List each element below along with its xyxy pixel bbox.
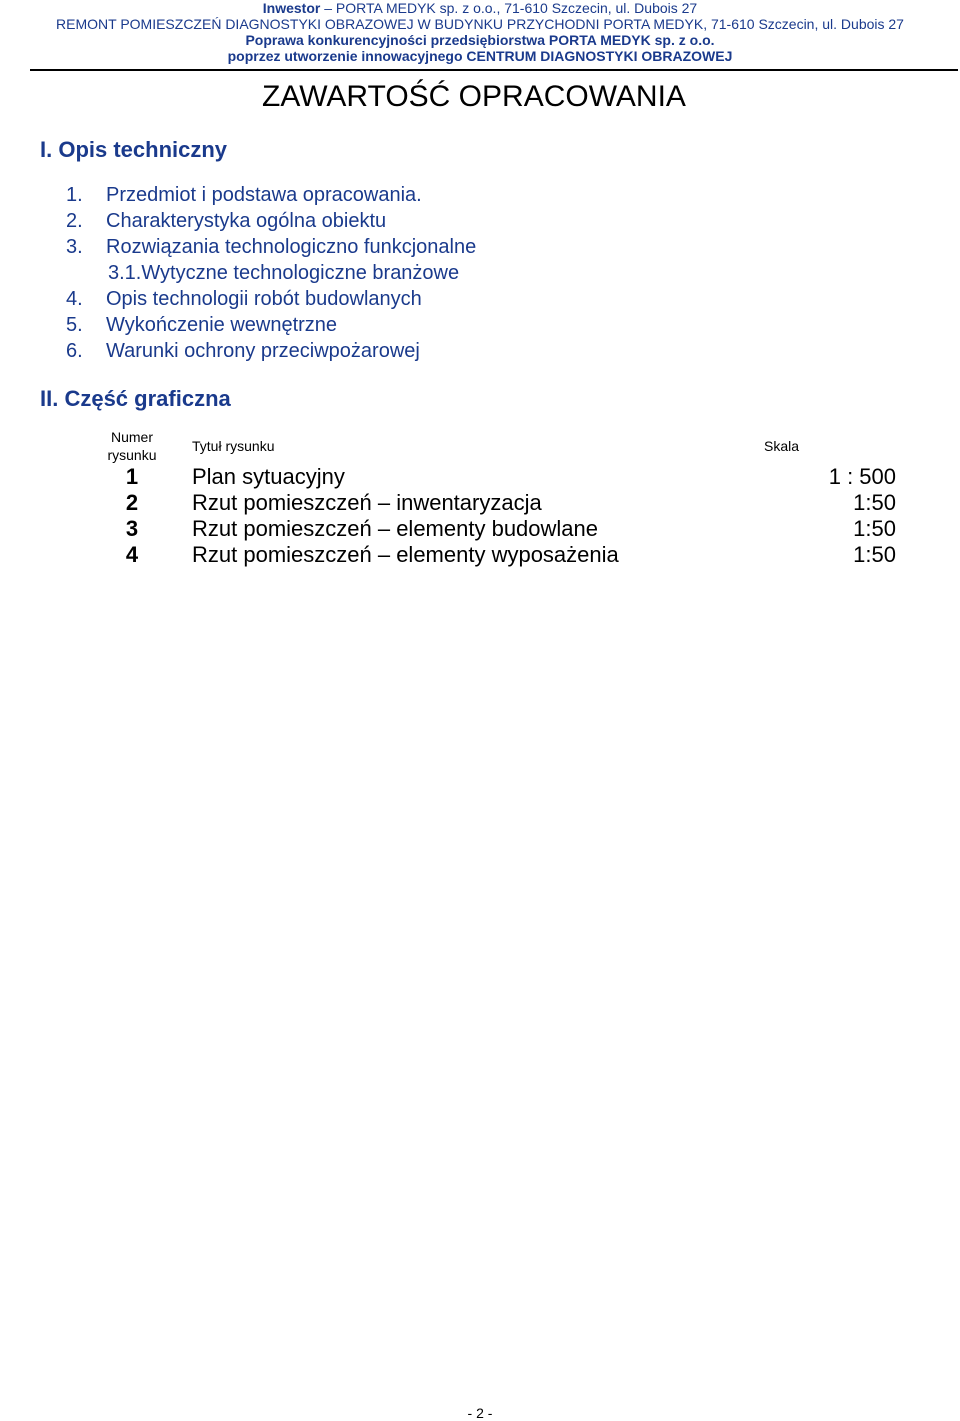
- column-header-number: Numer rysunku: [107, 429, 157, 463]
- drawing-title: Rzut pomieszczeń – elementy budowlane: [192, 516, 599, 541]
- toc-item: [66, 208, 476, 234]
- table-row: [100, 490, 900, 516]
- toc-item-label: Przedmiot i podstawa opracowania.: [106, 184, 422, 206]
- drawing-scale: 1:50: [853, 490, 896, 515]
- drawings-table-header: [100, 428, 900, 464]
- toc-item-label: Wytyczne technologiczne branżowe: [141, 262, 460, 284]
- drawing-number: 3: [125, 516, 139, 541]
- toc-item-number: 2.: [66, 210, 83, 232]
- toc-item-number: 3.1.: [108, 262, 142, 284]
- header-investor-label: Inwestor: [262, 0, 321, 16]
- table-row: [100, 464, 900, 490]
- toc-item-label: Charakterystyka ogólna obiektu: [106, 210, 387, 232]
- toc-item: [66, 286, 476, 312]
- header-divider: [30, 69, 958, 71]
- toc-item-number: 1.: [66, 184, 83, 206]
- section-heading-graphic-part: II. Część graficzna: [40, 386, 231, 411]
- drawing-scale: 1:50: [853, 516, 896, 541]
- toc-item: [66, 234, 476, 260]
- column-header-title: Tytuł rysunku: [192, 438, 275, 454]
- table-of-contents: [66, 182, 476, 364]
- toc-item-number: 6.: [66, 340, 83, 362]
- header-investor-details: – PORTA MEDYK sp. z o.o., 71-610 Szczecin, ul. Dubois 27: [320, 0, 698, 16]
- header-investor-line: [0, 0, 960, 16]
- toc-item: [66, 312, 476, 338]
- toc-item-label: Opis technologii robót budowlanych: [106, 288, 422, 310]
- drawing-scale: 1:50: [853, 542, 896, 567]
- header-project-line: REMONT POMIESZCZEŃ DIAGNOSTYKI OBRAZOWEJ W BUDYNKU PRZYCHODNI PORTA MEDYK, 71-610 Szczecin, ul. Dubois 27: [56, 16, 904, 32]
- toc-item-number: 4.: [66, 288, 83, 310]
- drawings-table: [100, 428, 900, 568]
- table-row: [100, 516, 900, 542]
- toc-item-number: 3.: [66, 236, 83, 258]
- drawing-title: Plan sytuacyjny: [192, 464, 345, 489]
- header-program-line: Poprawa konkurencyjności przedsiębiorstwa PORTA MEDYK sp. z o.o.: [245, 32, 715, 48]
- header-center-line: poprzez utworzenie innowacyjnego CENTRUM DIAGNOSTYKI OBRAZOWEJ: [227, 48, 733, 64]
- page-number: - 2 -: [467, 1405, 493, 1421]
- table-row: [100, 542, 900, 568]
- toc-item-label: Warunki ochrony przeciwpożarowej: [106, 340, 420, 362]
- drawing-number: 2: [125, 490, 139, 515]
- column-header-scale: Skala: [764, 438, 800, 454]
- drawing-title: Rzut pomieszczeń – inwentaryzacja: [192, 490, 542, 515]
- drawing-number: 4: [125, 542, 139, 567]
- toc-item: [66, 182, 476, 208]
- toc-item-number: 5.: [66, 314, 83, 336]
- drawing-scale: 1 : 500: [828, 464, 896, 489]
- drawing-number: 1: [125, 464, 139, 489]
- toc-subitem: [66, 260, 476, 286]
- toc-item: [66, 338, 476, 364]
- page-header: [0, 0, 960, 64]
- document-title: ZAWARTOŚĆ OPRACOWANIA: [262, 80, 686, 113]
- drawing-title: Rzut pomieszczeń – elementy wyposażenia: [192, 542, 619, 567]
- toc-item-label: Rozwiązania technologiczno funkcjonalne: [106, 236, 477, 258]
- toc-item-label: Wykończenie wewnętrzne: [106, 314, 338, 336]
- section-heading-technical-description: I. Opis techniczny: [40, 137, 228, 162]
